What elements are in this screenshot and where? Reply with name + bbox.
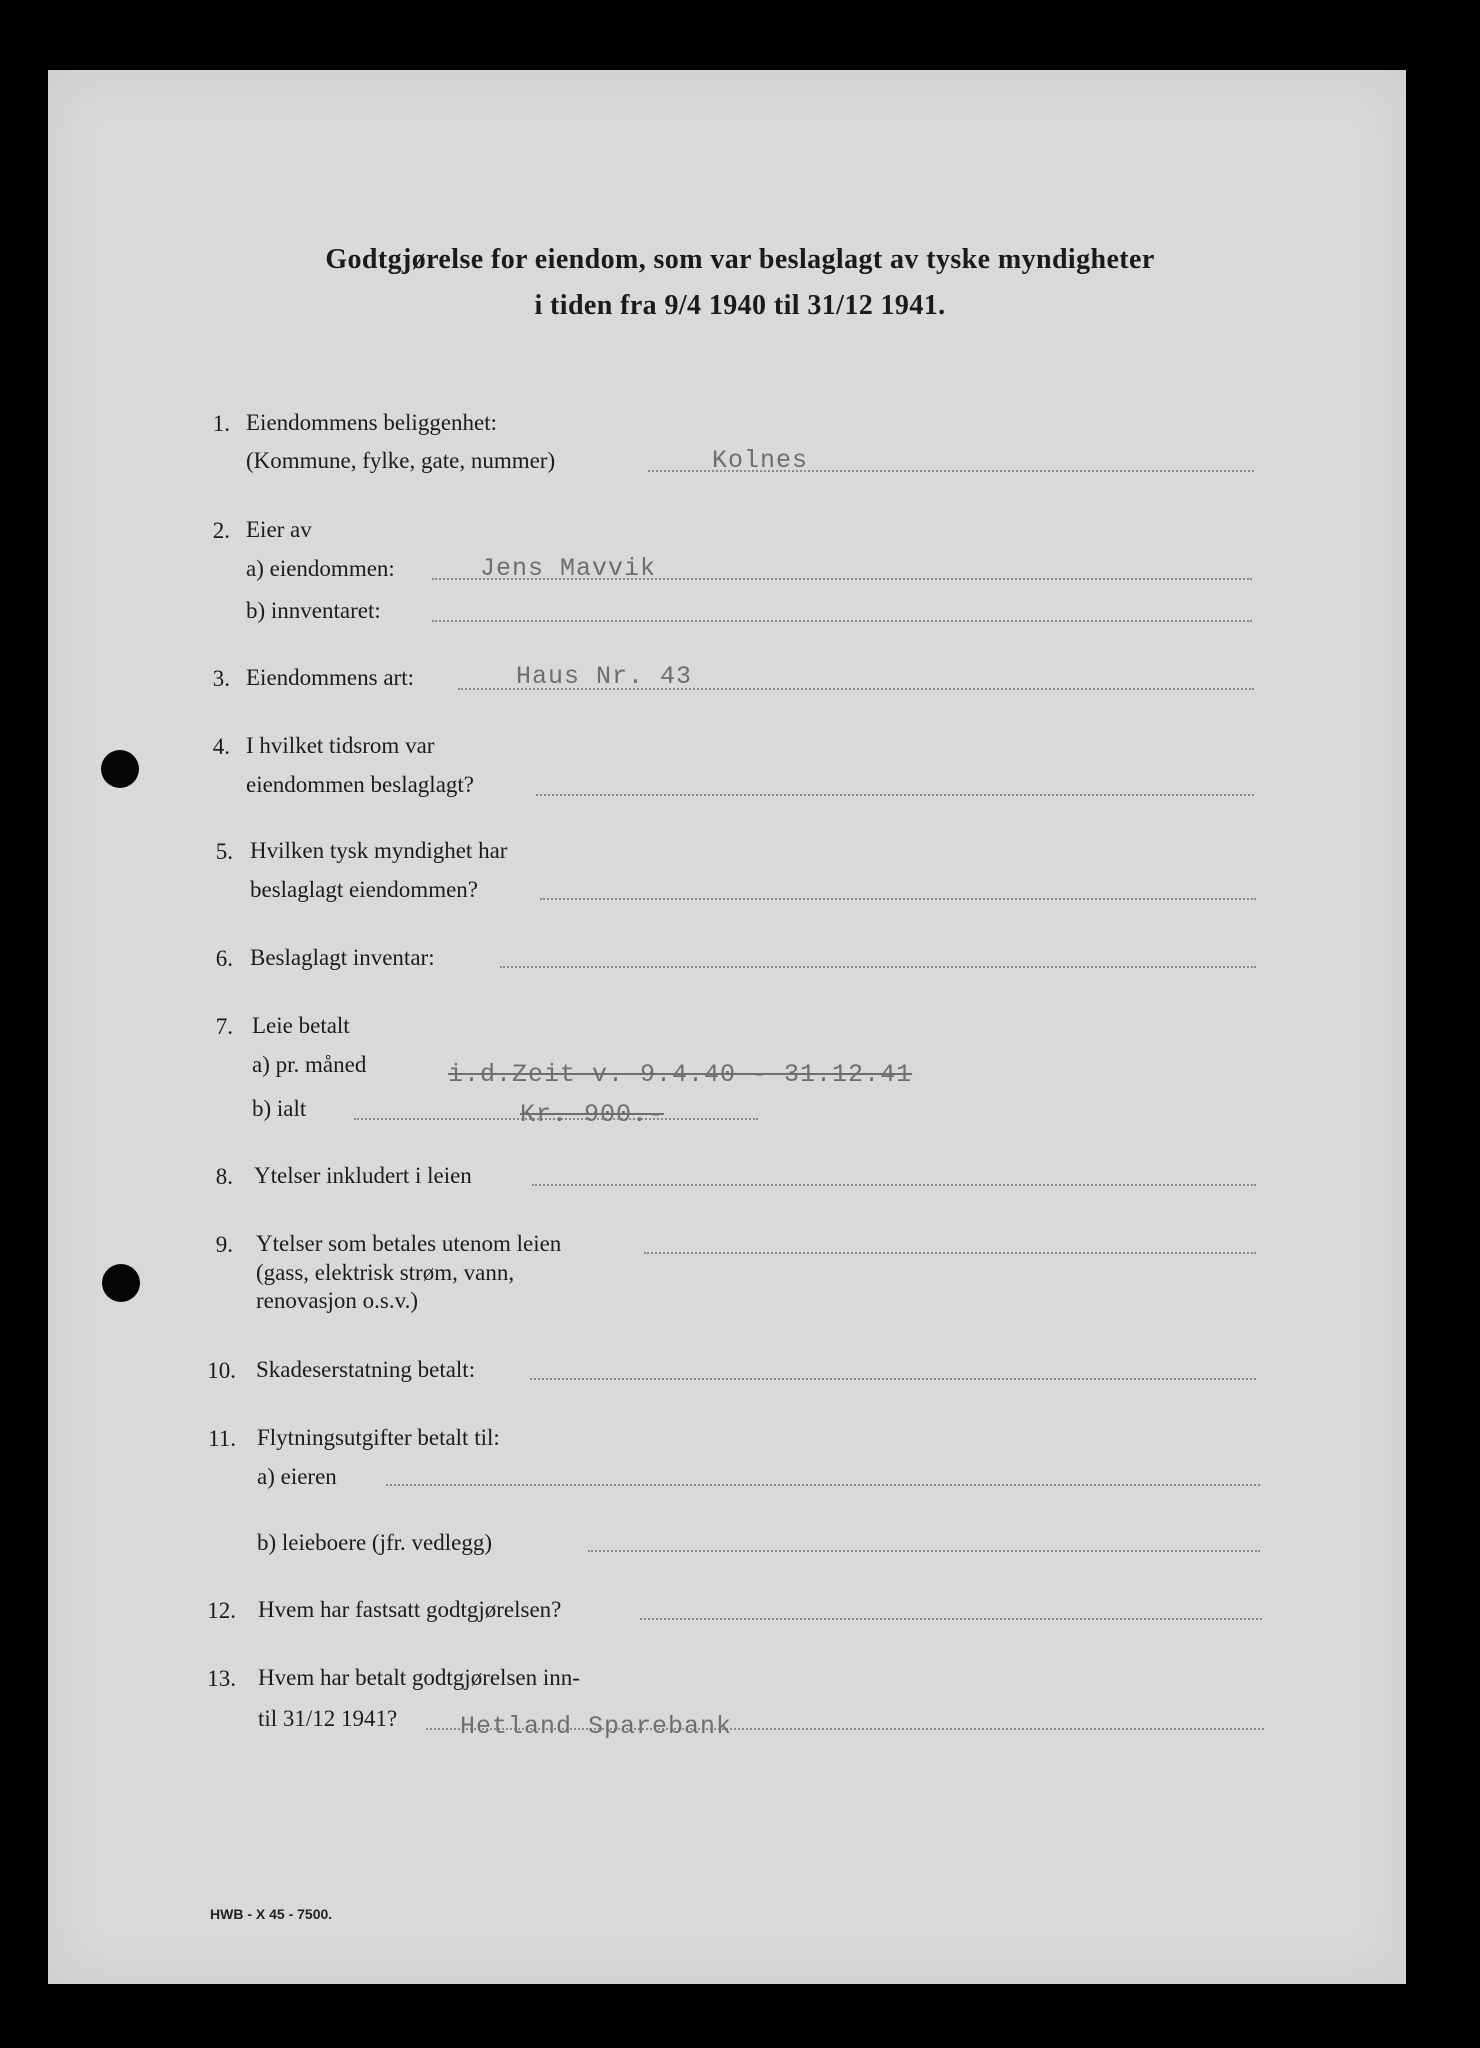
item-4-sub: eiendommen beslaglagt?	[246, 772, 475, 797]
item-9-sub: (gass, elektrisk strøm, vann,	[256, 1260, 515, 1285]
item-1-number: 1.	[212, 411, 230, 436]
item-7-label: Leie betalt	[252, 1013, 350, 1038]
item-1-value: Kolnes	[712, 446, 809, 475]
item-9-label: Ytelser som betales utenom leien	[256, 1231, 562, 1256]
item-3-number: 3.	[212, 666, 230, 691]
item-11-label: Flytningsutgifter betalt til:	[257, 1425, 500, 1450]
item-11b-label: b) leieboere (jfr. vedlegg)	[257, 1530, 492, 1555]
item-7b-label: b) ialt	[252, 1096, 307, 1121]
item-8-number: 8.	[215, 1164, 233, 1189]
item-1-sub: (Kommune, fylke, gate, nummer)	[246, 448, 556, 473]
item-12-line	[640, 1618, 1262, 1620]
item-7b-value: Kr. 900.-	[520, 1100, 665, 1129]
item-4-label: I hvilket tidsrom var	[246, 733, 435, 758]
item-2-number: 2.	[212, 518, 230, 543]
item-10-label: Skadeserstatning betalt:	[256, 1357, 476, 1382]
item-9-line	[644, 1252, 1256, 1254]
item-8-line	[532, 1184, 1256, 1186]
item-4-number: 4.	[212, 734, 230, 759]
item-7-number: 7.	[215, 1014, 233, 1039]
item-2a-value: Jens Mavvik	[480, 554, 657, 583]
item-11a-label: a) eieren	[257, 1464, 337, 1489]
item-2b-line	[432, 620, 1252, 622]
item-11a-line	[386, 1484, 1260, 1486]
item-9-number: 9.	[215, 1232, 233, 1257]
punch-hole-bottom	[102, 1264, 140, 1302]
item-13-label: Hvem har betalt godtgjørelsen inn-	[258, 1665, 580, 1690]
form-title-line1: Godtgjørelse for eiendom, som var beslaglagt av tyske myndigheter	[325, 244, 1155, 275]
item-5-line	[540, 898, 1256, 900]
item-7a-value: i.d.Zeit v. 9.4.40 - 31.12.41	[448, 1060, 913, 1089]
item-7a-label: a) pr. måned	[252, 1052, 367, 1077]
item-6-number: 6.	[215, 946, 233, 971]
item-2b-label: b) innventaret:	[246, 598, 381, 623]
item-10-line	[530, 1378, 1256, 1380]
item-2a-label: a) eiendommen:	[246, 556, 395, 581]
item-13-value: Hetland Sparebank	[460, 1712, 733, 1741]
item-2-label: Eier av	[246, 517, 312, 542]
item-10-number: 10.	[207, 1358, 236, 1383]
item-13-sub: til 31/12 1941?	[258, 1706, 398, 1731]
item-9-sub2: renovasjon o.s.v.)	[256, 1288, 419, 1313]
item-11-number: 11.	[208, 1426, 236, 1451]
item-1-label: Eiendommens beliggenhet:	[246, 410, 498, 435]
item-8-label: Ytelser inkludert i leien	[254, 1163, 472, 1188]
item-5-number: 5.	[215, 839, 233, 864]
item-6-line	[500, 966, 1256, 968]
item-13-number: 13.	[207, 1666, 236, 1691]
item-12-number: 12.	[207, 1598, 236, 1623]
form-footer-code: HWB - X 45 - 7500.	[210, 1906, 333, 1922]
item-5-label: Hvilken tysk myndighet har	[250, 838, 508, 863]
item-12-label: Hvem har fastsatt godtgjørelsen?	[258, 1597, 562, 1622]
item-5-sub: beslaglagt eiendommen?	[250, 877, 479, 902]
item-6-label: Beslaglagt inventar:	[250, 945, 435, 970]
item-3-label: Eiendommens art:	[246, 665, 414, 690]
item-4-line	[536, 794, 1254, 796]
item-3-value: Haus Nr. 43	[516, 662, 693, 691]
punch-hole-top	[101, 750, 139, 788]
item-11b-line	[588, 1550, 1260, 1552]
form-title-line2: i tiden fra 9/4 1940 til 31/12 1941.	[534, 290, 946, 321]
